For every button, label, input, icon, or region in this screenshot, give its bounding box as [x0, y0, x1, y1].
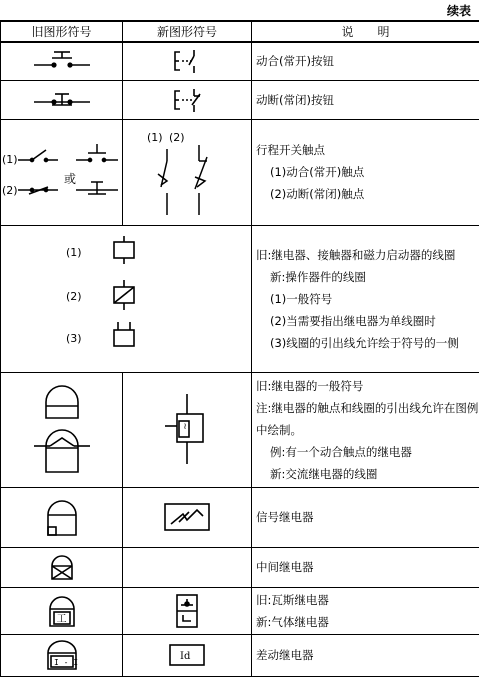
- old-symbol-cell: [1, 547, 123, 587]
- description-cell: 旧:继电器的一般符号 注:继电器的触点和线圈的引出线允许在图例中绘制。 例:有一个动合触点的继电器 新:交流继电器的线圈: [252, 372, 479, 487]
- description-cell: 动断(常闭)按钮: [252, 80, 479, 119]
- table-row: [1, 634, 479, 676]
- label-1: (1): [1, 153, 18, 166]
- coil-symbol-cell: [1, 225, 252, 372]
- or-text: 或: [63, 172, 76, 186]
- old-symbol-cell: [1, 119, 123, 225]
- differential-relay-old-icon: [42, 638, 82, 672]
- table-row: [1, 487, 479, 547]
- new-symbol-cell: [123, 634, 252, 676]
- table-row: [1, 372, 479, 487]
- new-symbol-cell: [123, 42, 252, 80]
- description-cell: 差动继电器: [252, 634, 479, 676]
- old-symbol-cell: [1, 42, 123, 80]
- description-cell: 信号继电器: [252, 487, 479, 547]
- old-symbol-cell: [1, 634, 123, 676]
- nc-pushbutton-old-icon: [32, 88, 92, 112]
- new-symbol-cell: [123, 372, 252, 487]
- table-row: [1, 42, 479, 80]
- label-1: (1): [66, 245, 82, 259]
- signal-relay-new-icon: [157, 500, 217, 534]
- new-symbol-cell: [123, 587, 252, 634]
- relay-general-new-icon: [157, 390, 217, 470]
- differential-relay-new-icon: [162, 642, 212, 668]
- continued-table-label: 续表: [446, 4, 471, 18]
- header-old-symbol: 旧图形符号: [1, 21, 123, 42]
- new-symbol-cell: [123, 119, 252, 225]
- relay-general-old-icon: [32, 380, 92, 480]
- intermediate-relay-icon: [42, 552, 82, 582]
- differential-relay-new-glyph: Id: [180, 651, 191, 662]
- description-cell: 中间继电器: [252, 547, 479, 587]
- gas-relay-new-icon: [167, 591, 207, 631]
- new-symbol-cell: [123, 547, 252, 587]
- new-symbol-cell: [123, 80, 252, 119]
- differential-relay-glyph: I - I: [53, 658, 78, 667]
- old-symbol-cell: [1, 80, 123, 119]
- old-symbol-cell: [1, 372, 123, 487]
- new-symbol-cell: [123, 487, 252, 547]
- description-cell: 动合(常开)按钮: [252, 42, 479, 80]
- table-row: [1, 80, 479, 119]
- table-row: [1, 119, 479, 225]
- no-pushbutton-old-icon: [32, 49, 92, 73]
- signal-relay-old-icon: [32, 495, 92, 539]
- gas-relay-old-icon: [42, 593, 82, 629]
- table-row: [1, 225, 479, 372]
- label-2: (2): [169, 131, 185, 144]
- header-description: 说 明: [252, 21, 479, 42]
- label-3: (3): [66, 331, 82, 345]
- limit-switch-old-icon: [2, 132, 122, 212]
- label-2: (2): [1, 184, 18, 197]
- description-cell: 旧:瓦斯继电器 新:气体继电器: [252, 587, 479, 634]
- label-2: (2): [66, 289, 82, 303]
- table-row: [1, 547, 479, 587]
- description-cell: 行程开关触点 (1)动合(常开)触点 (2)动断(常闭)触点: [252, 119, 479, 225]
- no-pushbutton-new-icon: [167, 47, 207, 75]
- header-row: [1, 21, 479, 42]
- header-new-symbol: 新图形符号: [123, 21, 252, 42]
- description-cell: 旧:继电器、接触器和磁力启动器的线圈 新:操作器件的线圈 (1)一般符号 (2)当需要指出继电器为单线圈时 (3)线圈的引出线允许绘于符号的一侧: [252, 225, 479, 372]
- gas-relay-glyph: 工: [56, 613, 66, 625]
- svg-text:~: ~: [181, 421, 191, 430]
- coil-symbols-icon: [66, 234, 186, 364]
- old-symbol-cell: [1, 487, 123, 547]
- label-1: (1): [147, 131, 163, 144]
- table-row: [1, 587, 479, 634]
- limit-switch-new-icon: [147, 127, 227, 217]
- old-symbol-cell: [1, 587, 123, 634]
- symbol-table: [0, 20, 479, 677]
- nc-pushbutton-new-icon: [167, 86, 207, 114]
